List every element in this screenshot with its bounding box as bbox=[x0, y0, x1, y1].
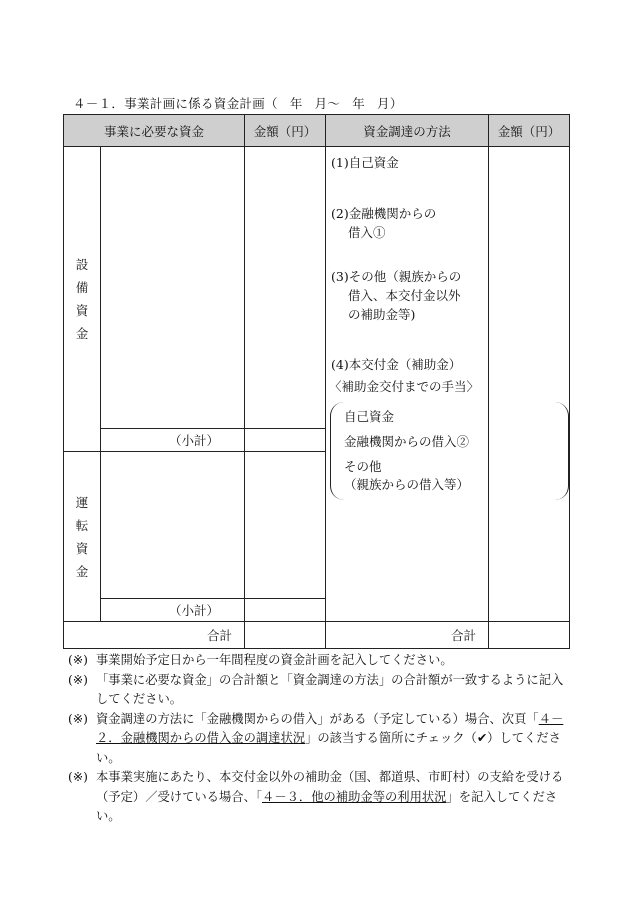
method-bank-loan: (2)金融機関からの bbox=[331, 206, 437, 221]
equipment-char-4: 金 bbox=[75, 326, 89, 341]
bank-loan-status-reference: ４－２．金融機関からの借入金の調達状況 bbox=[96, 711, 564, 745]
method-total-amount[interactable] bbox=[489, 622, 570, 649]
title-year-label-2: 年 bbox=[352, 96, 366, 111]
note-4 bbox=[68, 768, 568, 827]
operating-char-4: 金 bbox=[75, 563, 89, 579]
note-text: 」の該当する箇所にチェック（✔）してください。 bbox=[96, 731, 561, 765]
header-method: 資金調達の方法 bbox=[326, 115, 489, 147]
operating-char-1: 運 bbox=[75, 494, 89, 510]
method-total-label: 合計 bbox=[326, 622, 489, 649]
operating-char-3: 資 bbox=[75, 540, 89, 556]
operating-subtotal-label: （小計） bbox=[101, 599, 245, 622]
funding-method-cell bbox=[326, 147, 489, 622]
note-text: 本事業実施にあたり、本交付金以外の補助金（国、都道県、市町村）の支給を受ける（予定）／受けている場合、「 bbox=[96, 770, 564, 804]
title-month-to: 月） bbox=[377, 96, 403, 111]
method-bank-loan-cont: 借入① bbox=[348, 225, 386, 240]
bracket-bank-loan: 金融機関からの借入② bbox=[344, 434, 470, 449]
equipment-char-1: 設 bbox=[75, 257, 89, 272]
note-text: 」を記入してください。 bbox=[96, 789, 558, 823]
note-mark: (※) bbox=[68, 672, 88, 687]
title-year-label: 年 bbox=[289, 96, 303, 111]
title-month-from: 月～ bbox=[314, 96, 341, 111]
section-title bbox=[73, 94, 403, 112]
needs-total-label: 合計 bbox=[64, 622, 245, 649]
notes-section bbox=[68, 651, 568, 827]
operating-funds-label bbox=[64, 452, 101, 622]
funding-plan-table bbox=[63, 114, 570, 649]
section-title-text: ４－１．事業計画に係る資金計画（ bbox=[73, 96, 278, 111]
equipment-subtotal-label: （小計） bbox=[101, 429, 245, 452]
method-other-cont-1: 借入、本交付金以外 bbox=[348, 288, 461, 303]
equipment-row bbox=[64, 147, 570, 429]
equipment-item-cell[interactable] bbox=[101, 147, 245, 429]
note-text: 「事業に必要な資金」の合計額と「資金調達の方法」の合計額が一致するように記入してください。 bbox=[96, 672, 564, 706]
method-interim-note: 〈補助金交付までの手当〉 bbox=[329, 379, 480, 394]
operating-amount-cell[interactable] bbox=[245, 452, 326, 599]
method-other: (3)その他（親族からの bbox=[331, 269, 462, 284]
method-grant: (4)本交付金（補助金） bbox=[331, 357, 462, 372]
header-amount: 金額（円） bbox=[245, 115, 326, 147]
header-needs: 事業に必要な資金 bbox=[64, 115, 245, 147]
other-grant-status-reference: ４－３．他の補助金等の利用状況 bbox=[262, 789, 447, 804]
operating-item-cell[interactable] bbox=[101, 452, 245, 599]
bracket-own-funds: 自己資金 bbox=[344, 409, 395, 424]
table-header-row bbox=[64, 115, 570, 147]
note-text: 事業開始予定日から一年間程度の資金計画を記入してください。 bbox=[96, 653, 453, 667]
method-other-cont-2: の補助金等) bbox=[348, 307, 416, 322]
equipment-char-3: 資 bbox=[75, 303, 89, 318]
header-amount-2: 金額（円） bbox=[489, 115, 570, 147]
note-mark: (※) bbox=[68, 770, 88, 784]
note-3 bbox=[68, 710, 568, 769]
equipment-subtotal-amount[interactable] bbox=[245, 429, 326, 452]
note-mark: (※) bbox=[68, 711, 88, 726]
bracket-other-detail: （親族からの借入等） bbox=[344, 477, 470, 492]
note-2 bbox=[68, 671, 568, 710]
equipment-amount-cell[interactable] bbox=[245, 147, 326, 429]
note-1 bbox=[68, 651, 568, 671]
total-row bbox=[64, 622, 570, 649]
note-text: 資金調達の方法に「金融機関からの借入」がある（予定している）場合、次頁「 bbox=[96, 711, 539, 726]
equipment-char-2: 備 bbox=[75, 280, 89, 295]
method-amount-cell[interactable] bbox=[489, 147, 570, 622]
needs-total-amount[interactable] bbox=[245, 622, 326, 649]
note-mark: (※) bbox=[68, 653, 88, 667]
bracket-other: その他 bbox=[344, 459, 382, 474]
operating-char-2: 転 bbox=[75, 517, 89, 533]
equipment-funds-label bbox=[64, 147, 101, 452]
method-own-funds: (1)自己資金 bbox=[331, 155, 399, 170]
operating-subtotal-amount[interactable] bbox=[245, 599, 326, 622]
